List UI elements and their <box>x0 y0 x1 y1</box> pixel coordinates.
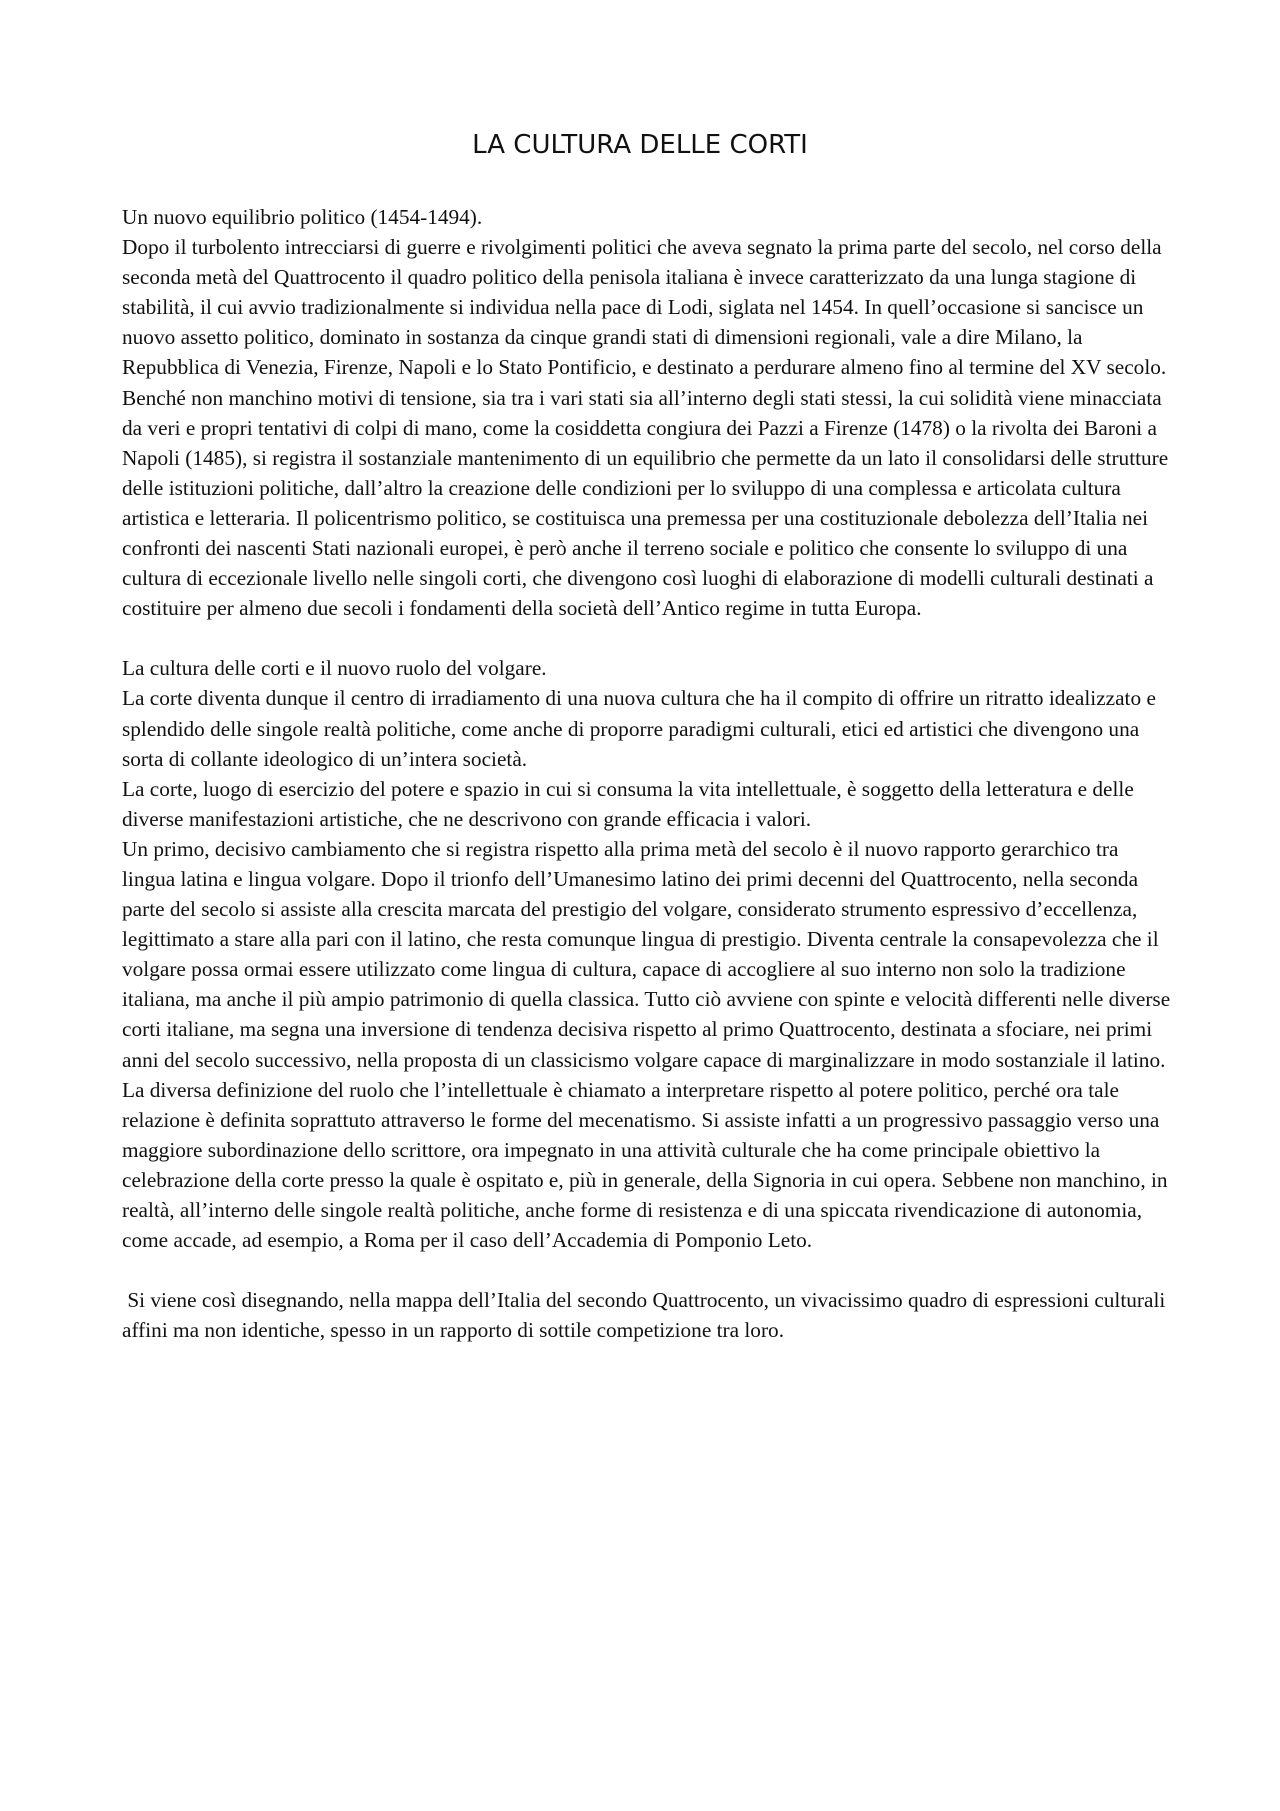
paragraph: Un primo, decisivo cambiamento che si registra rispetto alla prima metà del secolo è il nuovo rapporto gerarchico tra lingua latina e lingua volgare. Dopo il trionfo dell’Umanesimo latino dei primi decenni del Quattrocento, nella seconda parte del secolo si assiste alla crescita marcata del prestigio del volgare, considerato strumento espressivo d’eccellenza, legittimato a stare alla pari con il latino, che resta comunque lingua di prestigio. Diventa centrale la consapevolezza che il volgare possa ormai essere utilizzato come lingua di cultura, capace di accogliere al suo interno non solo la tradizione italiana, ma anche il più ampio patrimonio di quella classica. Tutto ciò avviene con spinte e velocità differenti nelle diverse corti italiane, ma segna una inversione di tendenza decisiva rispetto al primo Quattrocento, destinata a sfociare, nei primi anni del secolo successivo, nella proposta di un classicismo volgare capace di marginalizzare in modo sostanziale il latino. <box>122 836 1171 1072</box>
section-court-culture <box>122 653 1174 1255</box>
paragraph: Si viene così disegnando, nella mappa dell’Italia del secondo Quattrocento, un vivacissimo quadro di espressioni culturali affini ma non identiche, spesso in un rapporto di sottile competizione tra loro. <box>122 1288 1171 1343</box>
paragraph: Dopo il turbolento intrecciarsi di guerre e rivolgimenti politici che aveva segnato la prima parte del secolo, nel corso della seconda metà del Quattrocento il quadro politico della penisola italiana è invece caratterizzato da una lunga stagione di stabilità, il cui avvio tradizionalmente si individua nella pace di Lodi, siglata nel 1454. In quell’occasione si sancisce un nuovo assetto politico, dominato in sostanza da cinque grandi stati di dimensioni regionali, vale a dire Milano, la Repubblica di Venezia, Firenze, Napoli e lo Stato Pontificio, e destinato a perdurare almeno fino al termine del XV secolo. Benché non manchino motivi di tensione, sia tra i vari stati sia all’interno degli stati stessi, la cui solidità viene minacciata da veri e propri tentativi di colpi di mano, come la cosiddetta congiura dei Pazzi a Firenze (1478) o la rivolta dei Baroni a Napoli (1485), si registra il sostanziale mantenimento di un equilibrio che permette da un lato il consolidarsi delle strutture delle istituzioni politiche, dall’altro la creazione delle condizioni per lo sviluppo di una complessa e articolata cultura artistica e letteraria. Il policentrismo politico, se costituisca una premessa per una costituzionale debolezza dell’Italia nei confronti dei nascenti Stati nazionali europei, è però anche il terreno sociale e politico che consente lo sviluppo di una cultura di eccezionale livello nelle singoli corti, che divengono così luoghi di elaborazione di modelli culturali destinati a costituire per almeno due secoli i fondamenti della società dell’Antico regime in tutta Europa. <box>122 235 1169 621</box>
section-conclusion <box>122 1285 1174 1345</box>
paragraph: La corte, luogo di esercizio del potere e spazio in cui si consuma la vita intellettuale, è soggetto della letteratura e delle diverse manifestazioni artistiche, che ne descrivono con grande efficacia i valori. <box>122 776 1134 831</box>
section-spacer <box>122 1255 1174 1285</box>
section-political-equilibrium <box>122 202 1174 623</box>
section-heading: La cultura delle corti e il nuovo ruolo del volgare. <box>122 656 547 681</box>
section-heading: Un nuovo equilibrio politico (1454-1494). <box>122 205 483 229</box>
page-title: LA CULTURA DELLE CORTI <box>472 130 808 160</box>
paragraph: La diversa definizione del ruolo che l’intellettuale è chiamato a interpretare rispetto al potere politico, perché ora tale relazione è definita soprattuto attraverso le forme del mecenatismo. Si assiste infatti a un progressivo passaggio verso una maggiore subordinazione dello scrittore, ora impegnato in una attività culturale che ha come principale obiettivo la celebrazione della corte presso la quale è ospitato e, più in generale, della Signoria in cui opera. Sebbene non manchino, in realtà, all’interno delle singole realtà politiche, anche forme di resistenza e di una spiccata rivendicazione di autonomia, come accade, ad esempio, a Roma per il caso dell’Accademia di Pomponio Leto. <box>122 1077 1168 1253</box>
document-body <box>122 202 1174 1345</box>
paragraph: La corte diventa dunque il centro di irradiamento di una nuova cultura che ha il compito di offrire un ritratto idealizzato e splendido delle singole realtà politiche, come anche di proporre paradigmi culturali, etici ed artistici che divengono una sorta di collante ideologico di un’intera società. <box>122 686 1156 771</box>
section-spacer <box>122 623 1174 653</box>
